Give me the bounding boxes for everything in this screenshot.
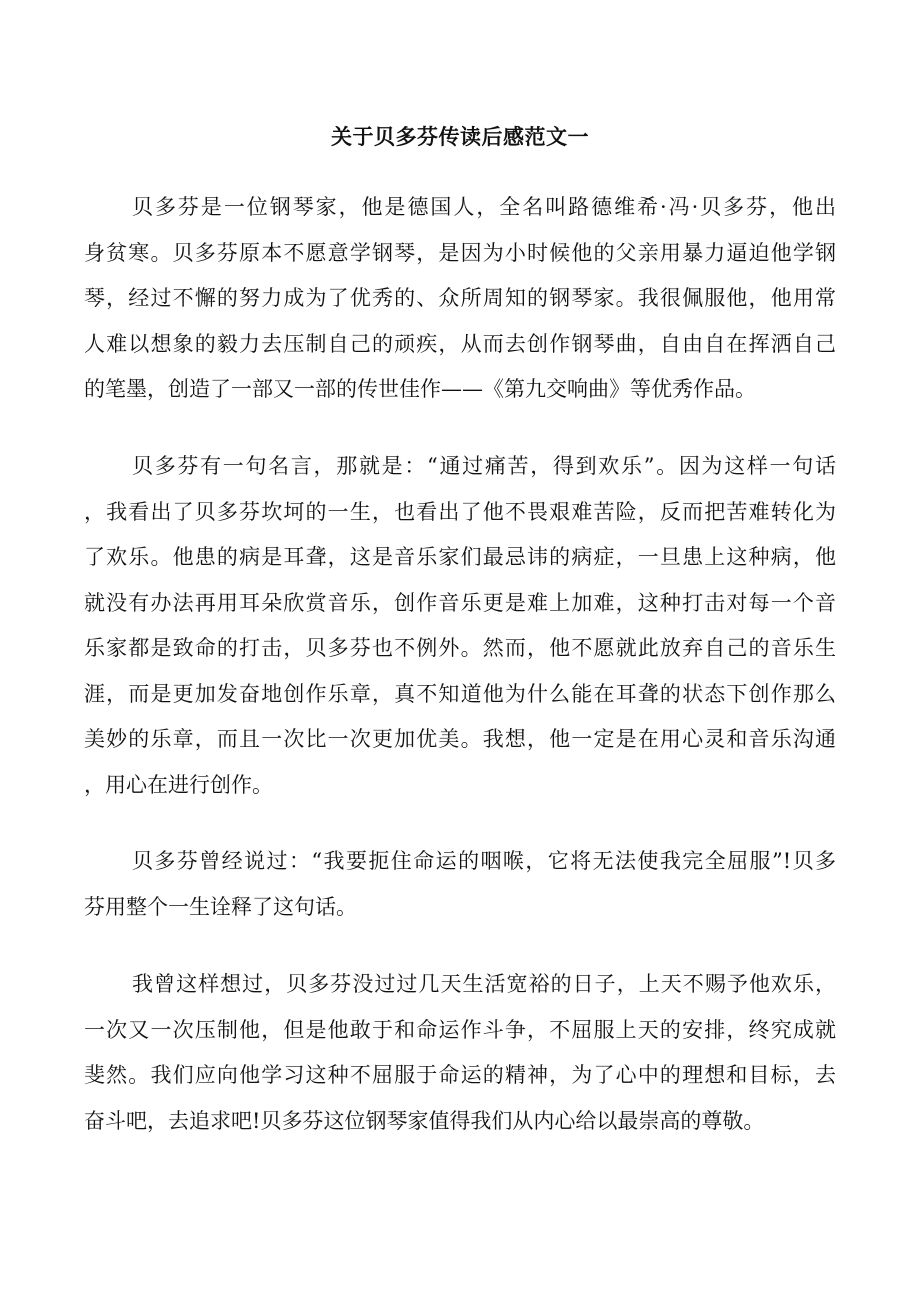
paragraph-line: 人难以想象的毅力去压制自己的顽疾，从而去创作钢琴曲，自由自在挥洒自己: [84, 331, 836, 356]
paragraph-line: 的笔墨，创造了一部又一部的传世佳作——《第九交响曲》等优秀作品。: [84, 377, 756, 401]
paragraph-3: [84, 839, 836, 930]
paragraph-line: 乐家都是致命的打击，贝多芬也不例外。然而，他不愿就此放弃自己的音乐生: [84, 636, 836, 660]
paragraph-line: ，我看出了贝多芬坎坷的一生，也看出了他不畏艰难苦险，反而把苦难转化为: [84, 499, 836, 524]
paragraph-line: 美妙的乐章，而且一次比一次更加优美。我想，他一定是在用心灵和音乐沟通: [84, 727, 836, 751]
paragraph-1: [84, 185, 836, 413]
paragraph-line: 就没有办法再用耳朵欣赏音乐，创作音乐更是难上加难，这种打击对每一个音: [84, 590, 836, 615]
paragraph-line: 身贫寒。贝多芬原本不愿意学钢琴，是因为小时候他的父亲用暴力逼迫他学钢: [84, 240, 836, 265]
document-title: 关于贝多芬传读后感范文一: [331, 124, 589, 149]
paragraph-line: 琴，经过不懈的努力成为了优秀的、众所周知的钢琴家。我很佩服他，他用常: [84, 286, 836, 310]
paragraph-line: 我曾这样想过，贝多芬没过过几天生活宽裕的日子，上天不赐予他欢乐，: [132, 972, 836, 996]
paragraph-line: 了欢乐。他患的病是耳聋，这是音乐家们最忌讳的病症，一旦患上这种病，他: [84, 545, 836, 569]
paragraph-line: 涯，而是更加发奋地创作乐章，真不知道他为什么能在耳聋的状态下创作那么: [84, 681, 836, 706]
paragraph-line: 贝多芬曾经说过：“我要扼住命运的咽喉，它将无法使我完全屈服”!贝多: [132, 849, 836, 873]
paragraph-4: [84, 962, 836, 1144]
paragraph-line: 一次又一次压制他，但是他敢于和命运作斗争，不屈服上天的安排，终究成就: [84, 1017, 836, 1042]
paragraph-line: 贝多芬是一位钢琴家，他是德国人，全名叫路德维希·冯·贝多芬，他出: [132, 195, 836, 219]
paragraph-line: 奋斗吧，去追求吧!贝多芬这位钢琴家值得我们从内心给以最崇高的尊敬。: [84, 1108, 765, 1133]
paragraph-line: 斐然。我们应向他学习这种不屈服于命运的精神，为了心中的理想和目标，去: [84, 1063, 836, 1087]
paragraph-line: 芬用整个一生诠释了这句话。: [84, 894, 357, 919]
paragraph-line: ，用心在进行创作。: [84, 772, 273, 797]
paragraph-line: 贝多芬有一句名言，那就是：“通过痛苦，得到欢乐”。因为这样一句话: [132, 454, 836, 478]
paragraph-2: [84, 444, 836, 808]
